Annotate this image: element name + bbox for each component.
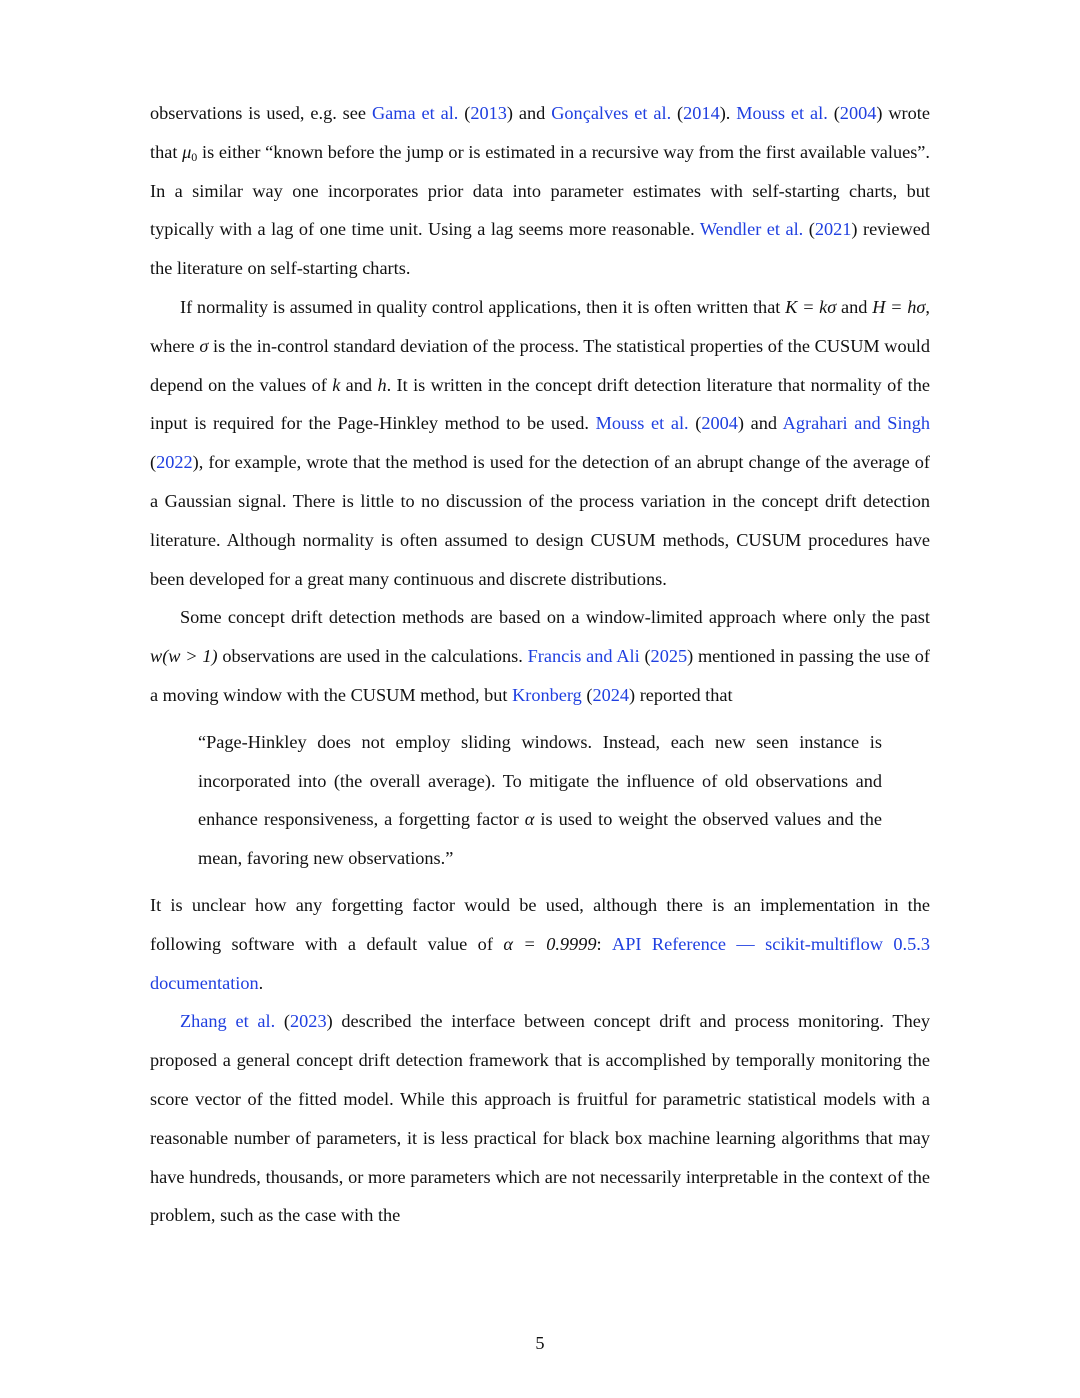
citation-agrahari-year[interactable]: 2022 [156,452,193,473]
math-alpha: α [524,809,535,830]
paragraph-4 [150,886,930,1002]
text: is the in-control standard deviation of the process. The statistical properties of the CUSUM would depend on the values of [150,335,930,395]
paragraph-5 [150,1002,930,1235]
text: ( [581,684,593,705]
text: observations is used, e.g. see [150,103,372,123]
math-mu-subscript: 0 [191,149,198,164]
math-k: k [332,374,341,395]
text: ( [150,452,157,473]
math-alpha-value: α = 0.9999 [503,933,597,954]
text: is used to weight the observed values and the mean, favoring new observations.” [198,809,882,869]
text: : [596,933,612,954]
link-scikit-multiflow-docs[interactable]: API Reference — scikit-multiflow 0.5.3 documentation [150,933,930,993]
text: Some concept drift detection methods are based on a window-limited approach where only the past [180,607,930,628]
text: ( [275,1011,291,1032]
citation-mouss-2-year[interactable]: 2004 [701,413,738,434]
text: ) reviewed the literature on self-starting charts. [150,219,930,279]
text: and [836,296,873,317]
math-w: w [150,646,163,667]
math-h: h [377,374,387,395]
citation-kronberg-year[interactable]: 2024 [592,684,630,705]
citation-goncalves-year[interactable]: 2014 [683,103,720,123]
math-k-equation: K = kσ [785,296,837,317]
paragraph-3 [150,598,930,714]
page-number: 5 [535,1333,545,1353]
citation-mouss-year[interactable]: 2004 [839,103,877,123]
citation-francis[interactable]: Francis and Ali [527,646,640,667]
text: ( [688,413,702,434]
math-sigma: σ [199,335,209,356]
text: ) wrote that [150,103,930,162]
block-quote [198,723,882,878]
body-text [150,94,930,1235]
citation-mouss-2[interactable]: Mouss et al. [595,413,689,434]
text: ( [803,219,815,240]
citation-gama-year[interactable]: 2013 [470,103,507,123]
text: is either “known before the jump or is estimated in a recursive way from the first available values”. In a similar way one incorporates prior data into parameter estimates with self-starting charts, but typically with a lag of one time unit. Using a lag seems more reasonable. [150,141,930,240]
text: ( [458,103,471,123]
text: ( [639,646,651,667]
text: ) reported that [629,684,733,705]
math-w-condition: (w > 1) [162,646,218,667]
text: ( [671,103,684,123]
text: . It is written in the concept drift detection literature that normality of the input is required for the Page-Hinkley method to be used. [150,374,930,434]
paragraph-2 [150,288,930,598]
text: ), for example, wrote that the method is used for the detection of an abrupt change of the average of a Gaussian signal. There is little to no discussion of the process variation in the concept drift detection literature. Although normality is often assumed to design CUSUM methods, CUSUM procedures have been developed for a great many continuous and discrete distributions. [150,452,930,589]
citation-francis-year[interactable]: 2025 [650,646,688,667]
citation-zhang[interactable]: Zhang et al. [180,1011,276,1032]
citation-agrahari[interactable]: Agrahari and Singh [782,413,930,434]
citation-mouss[interactable]: Mouss et al. [736,103,828,123]
text: . [258,972,264,993]
text: “Page-Hinkley does not employ sliding windows. Instead, each new seen instance is incorporated into (the overall average). To mitigate the influence of old observations and enhance responsiveness, a forgetting factor [198,731,882,830]
citation-kronberg[interactable]: Kronberg [512,684,582,705]
text: ) described the interface between concept drift and process monitoring. They proposed a general concept drift detection framework that is accomplished by temporally monitoring the score vector of the fitted model. While this approach is fruitful for parametric statistical models with a reasonable number of parameters, it is less practical for black box machine learning algorithms that may have hundreds, thousands, or more parameters which are not necessarily interpretable in the context of the problem, such as the case with the [150,1011,930,1226]
text: ( [827,103,840,123]
text: ) and [737,413,783,434]
text: ) mentioned in passing the use of a moving window with the CUSUM method, but [150,646,930,705]
text: observations are used in the calculations. [217,646,528,667]
text: ). [719,103,737,123]
text: , where [150,296,930,356]
text: It is unclear how any forgetting factor would be used, although there is an implementation in the following software with a default value of [150,894,930,954]
citation-zhang-year[interactable]: 2023 [290,1011,327,1032]
text: and [340,374,378,395]
text: ) and [506,103,552,123]
text: If normality is assumed in quality control applications, then it is often written that [180,296,786,317]
citation-wendler[interactable]: Wendler et al. [699,219,804,240]
math-h-equation: H = hσ [872,296,926,317]
math-mu: μ [182,141,192,162]
citation-gama[interactable]: Gama et al. [371,103,459,123]
paragraph-1 [150,94,930,288]
citation-wendler-year[interactable]: 2021 [814,219,852,240]
citation-goncalves[interactable]: Gonçalves et al. [551,103,672,123]
